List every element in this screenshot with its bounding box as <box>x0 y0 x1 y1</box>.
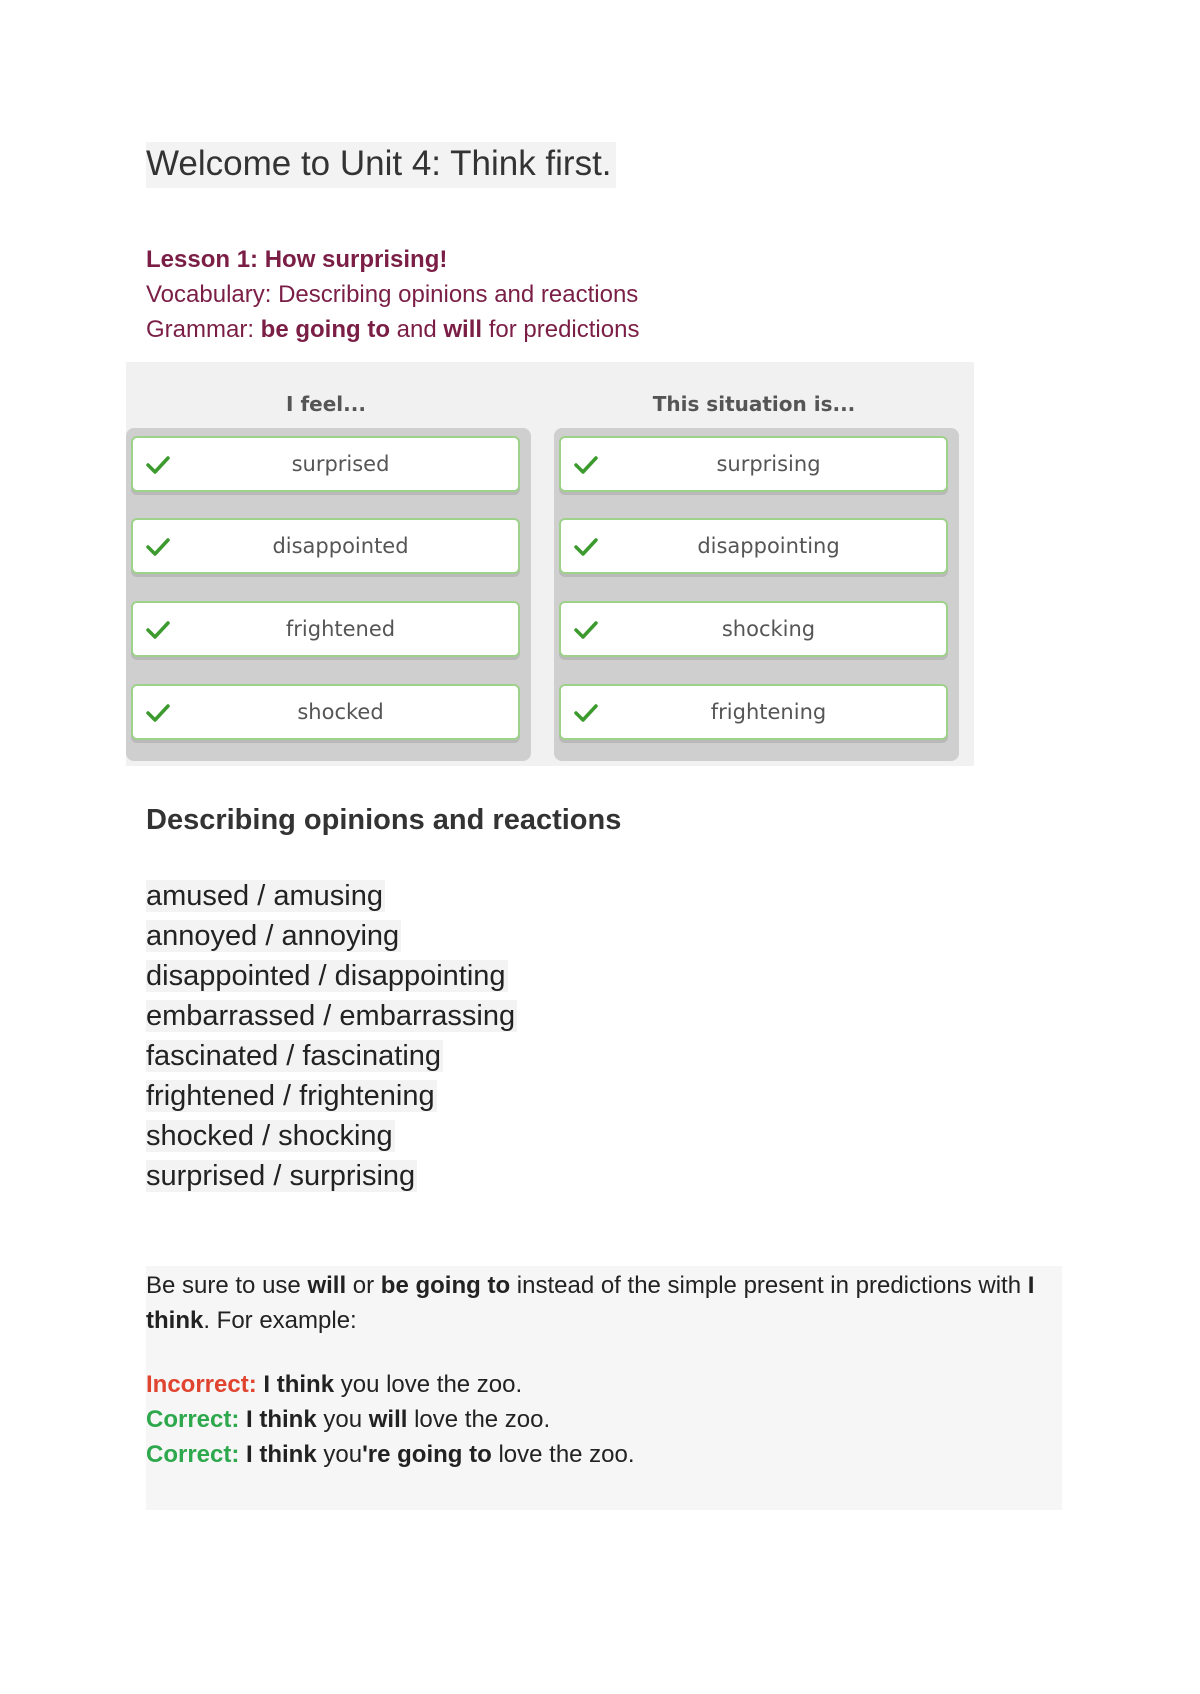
column-panel-this-situation-is <box>554 428 959 761</box>
answer-card[interactable] <box>131 518 520 574</box>
check-icon <box>573 536 599 558</box>
matching-exercise <box>126 362 974 766</box>
answer-card-label: frightened <box>285 617 396 641</box>
answer-card-label: surprised <box>291 452 390 476</box>
answer-card-label: surprising <box>716 452 821 476</box>
check-icon <box>573 619 599 641</box>
vocab-pair: fascinated / fascinating <box>146 1040 442 1072</box>
grammar-suffix: for predictions <box>482 316 640 343</box>
answer-card-label: shocking <box>721 617 816 641</box>
answer-card-label: shocked <box>297 700 384 724</box>
answer-card[interactable] <box>559 436 948 492</box>
vocab-pair: embarrassed / embarrassing <box>146 1000 516 1032</box>
lesson-grammar-line <box>146 312 639 347</box>
lesson-info <box>146 242 639 347</box>
vocab-pair: amused / amusing <box>146 880 383 912</box>
answer-card[interactable] <box>559 518 948 574</box>
grammar-mid: and <box>389 316 444 343</box>
vocab-pair: shocked / shocking <box>146 1120 393 1152</box>
lesson-heading: Lesson 1: How surprising! <box>146 246 448 273</box>
answer-card[interactable] <box>559 684 948 740</box>
column-panel-i-feel <box>126 428 531 761</box>
example-correct-going-to: Correct: I think you're going to love the zoo. <box>146 1441 635 1468</box>
grammar-note-intro: Be sure to use will or be going to instead of the simple present in predictions with I think. For example: <box>146 1272 1035 1334</box>
vocab-pair: frightened / frightening <box>146 1080 435 1112</box>
column-heading-this-situation-is: This situation is... <box>652 392 856 416</box>
vocab-pair: disappointed / disappointing <box>146 960 506 992</box>
answer-card-label: disappointed <box>272 534 409 558</box>
unit-title: Welcome to Unit 4: Think first. <box>146 142 616 188</box>
answer-card[interactable] <box>131 436 520 492</box>
vocab-pair: surprised / surprising <box>146 1160 416 1192</box>
answer-card-label: disappointing <box>697 534 840 558</box>
grammar-term-will: will <box>443 316 483 343</box>
example-correct-will: Correct: I think you will love the zoo. <box>146 1406 551 1433</box>
vocab-section-title: Describing opinions and reactions <box>146 804 622 836</box>
vocab-pair: annoyed / annoying <box>146 920 400 952</box>
answer-card[interactable] <box>559 601 948 657</box>
column-heading-i-feel: I feel... <box>286 392 366 416</box>
check-icon <box>573 454 599 476</box>
example-incorrect: Incorrect: I think you love the zoo. <box>146 1371 523 1398</box>
vocab-list <box>146 876 517 1196</box>
lesson-vocabulary-line: Vocabulary: Describing opinions and reactions <box>146 281 639 308</box>
answer-card[interactable] <box>131 601 520 657</box>
answer-card[interactable] <box>131 684 520 740</box>
grammar-examples <box>146 1367 635 1472</box>
check-icon <box>145 619 171 641</box>
grammar-prefix: Grammar: <box>146 316 261 343</box>
check-icon <box>145 454 171 476</box>
check-icon <box>145 702 171 724</box>
check-icon <box>145 536 171 558</box>
grammar-term-going-to: be going to <box>260 316 390 343</box>
answer-card-label: frightening <box>710 700 827 724</box>
check-icon <box>573 702 599 724</box>
